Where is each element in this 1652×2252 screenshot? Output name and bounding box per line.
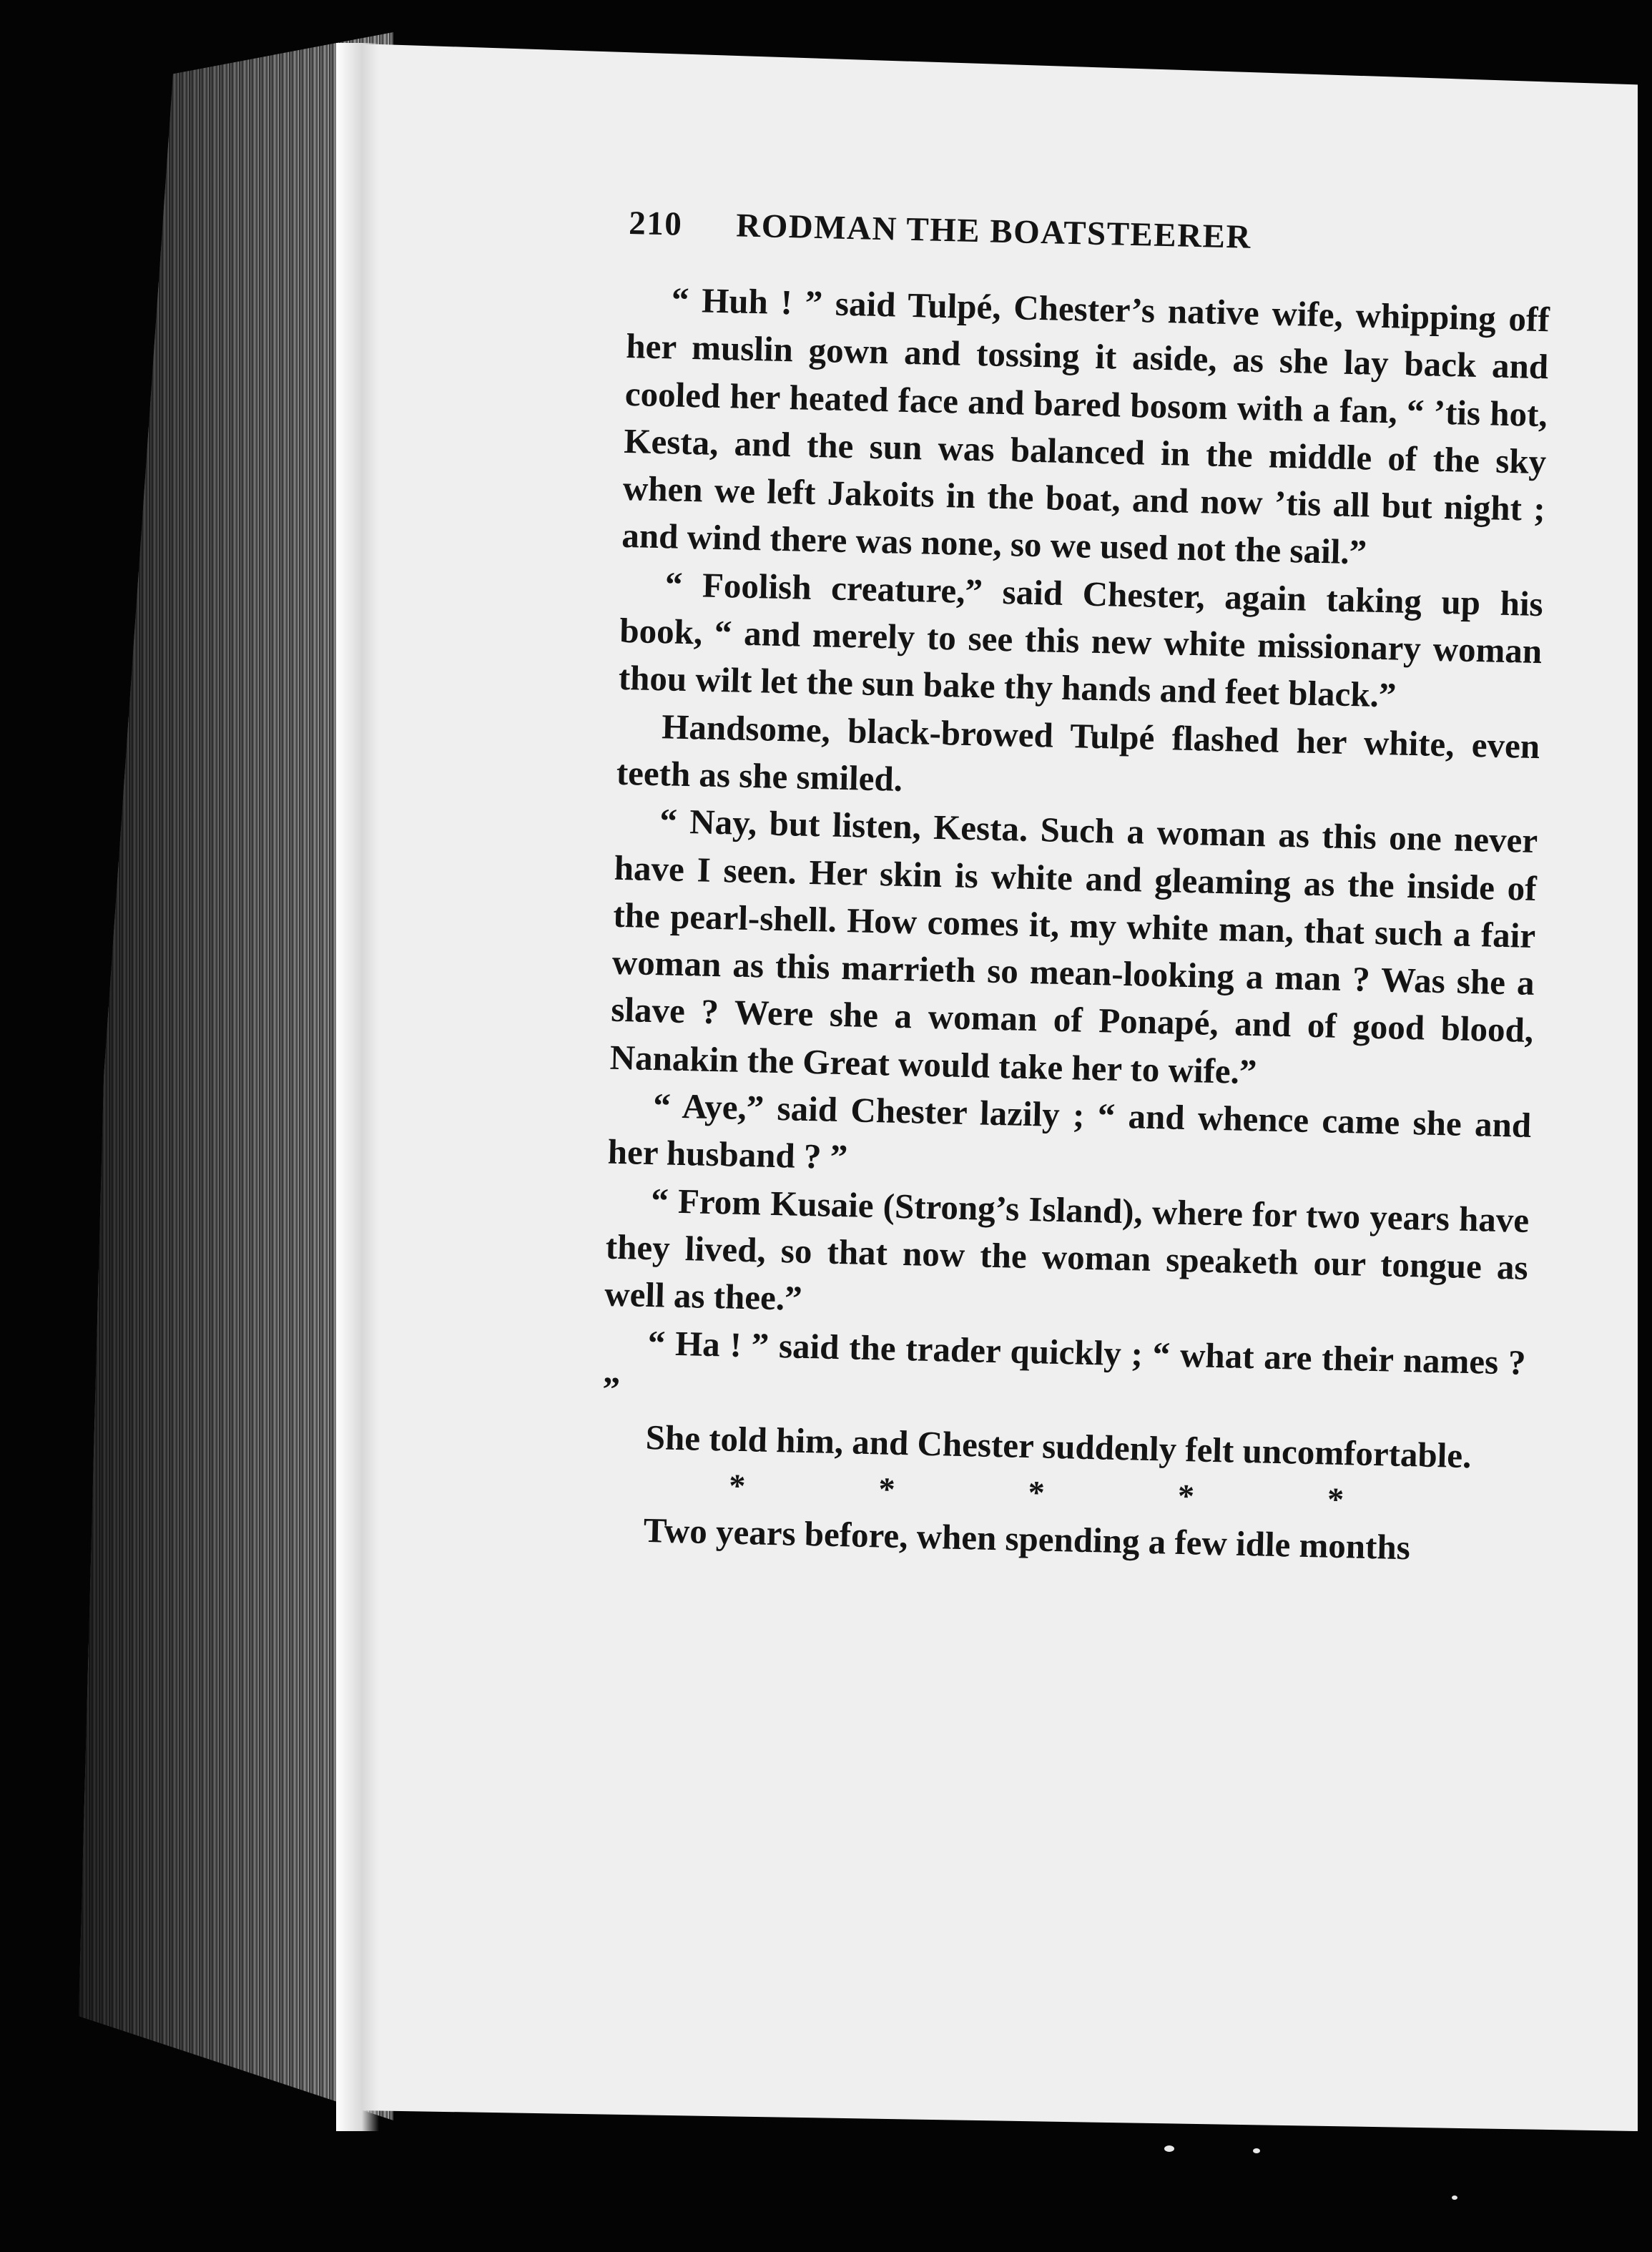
paragraph: Two years before, when spending a few idle months	[643, 1510, 1411, 1568]
asterism-star: *	[877, 1470, 896, 1508]
asterism-star: *	[1327, 1481, 1344, 1518]
paragraph: “ Aye,” said Chester lazily ; “ and whence came she and her husband ? ”	[607, 1086, 1532, 1177]
asterism-star: *	[728, 1467, 746, 1505]
paragraph: “ Huh ! ” said Tulpé, Chester’s native wife, whipping off her muslin gown and tossing it aside, as she lay back and cooled her heated face and bared bosom with a fan, “ ’tis hot, Kesta, and the sun was balanced in the middle of the sky when we left Jakoits in the boat, and now ’tis all but night ; and wind there was none, so we used not the sail.”	[621, 280, 1550, 572]
paragraph: She told him, and Chester suddenly felt uncomfortable.	[645, 1417, 1472, 1476]
paragraph: “ From Kusaie (Strong’s Island), where for two years have they lived, so that now the woman speaketh our tongue as well as thee.”	[604, 1180, 1530, 1319]
paragraph: “ Foolish creature,” said Chester, again taking up his book, “ and merely to see this new white missionary woman thou wilt let the sun bake thy hands and feet black.”	[618, 564, 1544, 715]
scan-speck	[1253, 2148, 1260, 2153]
running-title: RODMAN THE BOATSTEERER	[735, 207, 1252, 256]
page-gutter	[336, 43, 379, 2131]
page-number: 210	[628, 204, 683, 243]
scan-speck	[1452, 2196, 1457, 2200]
paragraph: “ Ha ! ” said the trader quickly ; “ what are their names ? ”	[601, 1322, 1527, 1409]
asterism-star: *	[1177, 1477, 1195, 1515]
paragraph: Handsome, black-browed Tulpé flashed her white, even teeth as she smiled.	[616, 706, 1540, 799]
asterism-star: *	[1028, 1474, 1046, 1512]
page-text	[591, 204, 1552, 1898]
scan-speck	[1164, 2145, 1174, 2152]
paragraph: “ Nay, but listen, Kesta. Such a woman as this one never have I seen. Her skin is white and gleaming as the inside of the pearl-shell. How comes it, my white man, that such a fair woman as this marrieth so mean-looking a man ? Was she a slave ? Were she a woman of Ponapé, and of good blood, Nanakin the Great would take her to wife.”	[609, 801, 1538, 1091]
